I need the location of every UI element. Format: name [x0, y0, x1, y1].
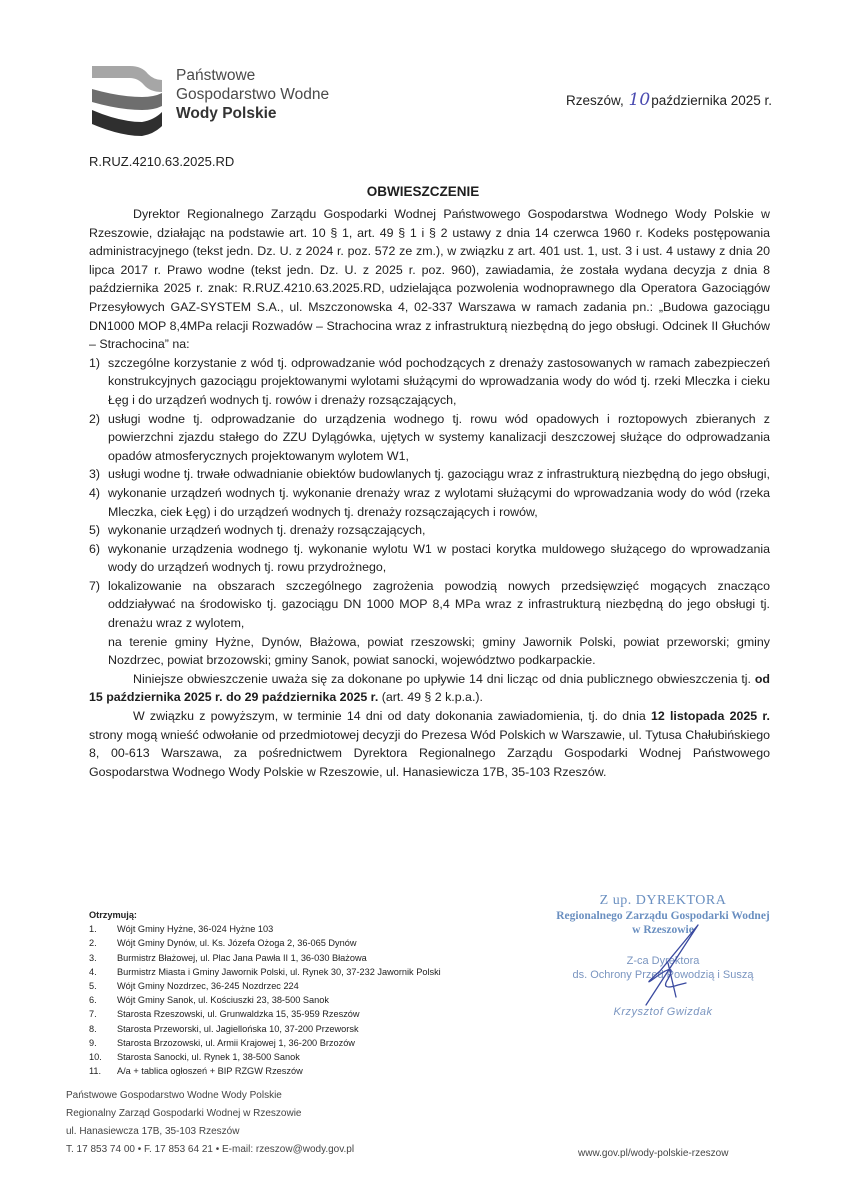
stamp-line-3: w Rzeszowie: [632, 924, 694, 936]
stamp-line-1: Z up. DYREKTORA: [599, 893, 727, 908]
footer-contact: T. 17 853 74 00 • F. 17 853 64 21 • E-mail: rzeszow@wody.gov.pl: [66, 1144, 355, 1155]
recipient-text: Burmistrz Błażowej, ul. Plac Jana Pawła II 1, 36-030 Błażowa: [117, 952, 367, 963]
list-item: [89, 521, 770, 540]
item-text: wykonanie urządzeń wodnych tj. drenaży rozsączających,: [108, 523, 426, 538]
document-title: OBWIESZCZENIE: [366, 184, 480, 199]
recipient-text: Burmistrz Miasta i Gminy Jawornik Polski, ul. Rynek 30, 37-232 Jawornik Polski: [117, 966, 441, 977]
recipient-number: 11.: [89, 1066, 102, 1077]
recipient-item: [89, 1022, 441, 1036]
list-item: [89, 484, 770, 521]
item-text: szczególne korzystanie z wód tj. odprowadzanie wód pochodzących z drenaży zastosowanych w ramach zabezpieczeń konstrukcyjnych gazociągu projektowanymi wylotami służącymi do wprowadzania wody do wód tj. rzeki Mleczka i cieku Łęg i do urządzeń wodnych tj. rowów i drenaży rozsączających,: [108, 355, 770, 407]
item-text: wykonanie urządzenia wodnego tj. wykonanie wylotu W1 w postaci korytka muldowego służącego do wprowadzania wody do urządzeń wodnych tj. rowu przydrożnego,: [108, 541, 770, 575]
list-item: [89, 410, 770, 466]
recipient-text: A/a + tablica ogłoszeń + BIP RZGW Rzeszów: [117, 1066, 303, 1077]
recipient-text: Starosta Przeworski, ul. Jagiellońska 10, 37-200 Przeworsk: [117, 1023, 359, 1034]
notice-period: od 15 października 2025 r. do 29 października 2025 r.: [89, 671, 770, 705]
recipient-number: 9.: [89, 1037, 97, 1048]
recipient-text: Starosta Brzozowski, ul. Armii Krajowej 1, 36-200 Brzozów: [117, 1037, 355, 1048]
item-number: 6): [89, 541, 101, 556]
recipient-number: 2.: [89, 938, 97, 949]
item-number: 1): [89, 355, 101, 370]
item-text: usługi wodne tj. trwałe odwadnianie obiektów budowlanych tj. gazociągu wraz z infrastrukturą niezbędną do jego obsługi,: [108, 467, 770, 482]
recipient-number: 8.: [89, 1023, 97, 1034]
stamp-line-4: Z-ca Dyrektora: [626, 955, 700, 967]
logo-line-3: Wody Polskie: [176, 105, 277, 122]
place: Rzeszów,: [566, 93, 624, 108]
handwritten-signature-icon: [528, 893, 798, 1043]
item-number: 3): [89, 467, 101, 482]
recipient-item: [89, 965, 441, 979]
decision-items: [89, 354, 770, 633]
recipient-item: [89, 1007, 441, 1021]
handwritten-day: 10: [628, 90, 651, 110]
notice-legal-basis: (art. 49 § 2 k.p.a.).: [378, 690, 483, 705]
footer-address: [66, 1087, 354, 1159]
footer-line-1: Państwowe Gospodarstwo Wodne Wody Polskie: [66, 1090, 282, 1101]
recipients-list: [89, 908, 441, 1078]
recipient-text: Wójt Gminy Hyżne, 36-024 Hyżne 103: [117, 924, 274, 935]
notice-paragraph: [89, 670, 770, 707]
logo-line-1: Państwowe: [176, 67, 256, 84]
appeal-text: W związku z powyższym, w terminie 14 dni od daty dokonania zawiadomienia, tj. do dnia: [133, 709, 651, 724]
appeal-address: strony mogą wnieść odwołanie od przedmiotowej decyzji do Prezesa Wód Polskich w Warszawie, ul. Tytusa Chałubińskiego 8, 00-613 Warszawa, za pośrednictwem Dyrektora Regionalnego Zarządu Gospodarki Wodnej Państwowego Gospodarstwa Wodnego Wody Polskie w Rzeszowie, ul. Hanasiewicza 17B, 35-103 Rzeszów.: [89, 727, 770, 779]
item-text: lokalizowanie na obszarach szczególnego zagrożenia powodzią nowych przedsięwzięć mogących znacząco oddziaływać na środowisko tj. gazociągu DN 1000 MOP 8,4 MPa wraz z infrastrukturą niezbędną do jego obsługi tj. drenażu wraz z wylotem,: [108, 578, 770, 631]
recipient-item: [89, 993, 441, 1007]
signature-stamp: [528, 893, 798, 1043]
location-paragraph: na terenie gminy Hyżne, Dynów, Błażowa, powiat rzeszowski; gminy Jawornik Polski, powiat przeworski; gminy Nozdrzec, powiat brzozowski; gminy Sanok, powiat sanocki, województwo podkarpackie.: [108, 634, 770, 668]
item-number: 5): [89, 523, 101, 538]
list-item: [89, 465, 770, 484]
recipient-number: 4.: [89, 966, 97, 977]
appeal-paragraph: [89, 707, 770, 781]
date-rest: października 2025 r.: [651, 93, 773, 108]
recipient-number: 6.: [89, 995, 97, 1006]
intro-paragraph: Dyrektor Regionalnego Zarządu Gospodarki Wodnej Państwowego Gospodarstwa Wodnego Wody Polskie w Rzeszowie, działając na podstawie art. 10 § 1, art. 49 § 1 i § 2 ustawy z dnia 14 czerwca 1960 r. Kodeks postępowania administracyjnego (tekst jedn. Dz. U. z 2024 r. poz. 572 ze zm.), w związku z art. 401 ust. 1, ust. 3 i ust. 4 ustawy z dnia 20 lipca 2017 r. Prawo wodne (tekst jedn. Dz. U. z 2025 r. poz. 960), zawiadamia, że została wydana decyzja z dnia 8 października 2025 r. znak: R.RUZ.4210.63.2025.RD, udzielająca pozwolenia wodnoprawnego dla Operatora Gazociągów Przesyłowych GAZ-SYSTEM S.A., ul. Mszczonowska 4, 02-337 Warszawa w ramach zadania pn.: „Budowa gazociągu DN1000 MOP 8,4MPa relacji Rozwadów – Strachocina wraz z infrastrukturą niezbędną do jego obsługi. Odcinek II Głuchów – Strachocina” na:: [89, 207, 770, 352]
list-item: [89, 577, 770, 633]
appeal-deadline: 12 listopada 2025 r.: [650, 709, 770, 724]
logo-line-2: Gospodarstwo Wodne: [176, 86, 330, 103]
recipient-text: Starosta Rzeszowski, ul. Grunwaldzka 15, 35-959 Rzeszów: [117, 1009, 360, 1020]
item-text: wykonanie urządzeń wodnych tj. wykonanie drenaży wraz z wylotami służącymi do wprowadzania wody do wód (rzeka Mleczka, ciek Łęg) i do urządzeń wodnych tj. drenaży rozsączających i rowów,: [108, 485, 770, 519]
recipient-item: [89, 951, 441, 965]
item-number: 4): [89, 485, 101, 500]
footer-website: www.gov.pl/wody-polskie-rzeszow: [578, 1148, 729, 1159]
recipient-text: Wójt Gminy Sanok, ul. Kościuszki 23, 38-500 Sanok: [117, 995, 329, 1006]
recipient-number: 1.: [89, 924, 97, 935]
signatory-name: Krzysztof Gwizdak: [613, 1006, 713, 1018]
recipient-item: [89, 1036, 441, 1050]
place-date: [566, 90, 772, 110]
recipient-text: Wójt Gminy Dynów, ul. Ks. Józefa Ożoga 2, 36-065 Dynów: [117, 938, 357, 949]
document-body: [89, 205, 770, 781]
footer-line-2: Regionalny Zarząd Gospodarki Wodnej w Rzeszowie: [66, 1108, 302, 1119]
wody-polskie-logo: [90, 62, 350, 142]
recipient-text: Wójt Gminy Nozdrzec, 36-245 Nozdrzec 224: [117, 981, 299, 992]
recipient-number: 7.: [89, 1009, 97, 1020]
stamp-line-2: Regionalnego Zarządu Gospodarki Wodnej: [556, 910, 770, 922]
recipient-number: 3.: [89, 952, 97, 963]
reference-number: R.RUZ.4210.63.2025.RD: [89, 154, 235, 169]
recipient-number: 10.: [89, 1052, 102, 1063]
item-number: 2): [89, 411, 101, 426]
recipient-item: [89, 936, 441, 950]
list-item: [89, 540, 770, 577]
recipient-item: [89, 979, 441, 993]
recipient-number: 5.: [89, 981, 97, 992]
wody-polskie-waves-icon: [90, 62, 170, 142]
list-item: [89, 354, 770, 410]
recipients-header: Otrzymują:: [89, 910, 137, 920]
notice-text: Niniejsze obwieszczenie uważa się za dokonane po upływie 14 dni licząc od dnia publicznego obwieszczenia tj.: [133, 671, 755, 686]
stamp-line-5: ds. Ochrony Przed Powodzią i Suszą: [572, 969, 754, 981]
recipient-item: [89, 1050, 441, 1064]
item-text: usługi wodne tj. odprowadzanie do urządzenia wodnego tj. rowu wód opadowych i roztopowych zbieranych z powierzchni zjazdu stałego do ZZU Dylągówka, ujętych w systemy kanalizacji deszczowej służące do odprowadzania opadów atmosferycznych projektowanym wylotem W1,: [108, 411, 770, 463]
item-number: 7): [89, 578, 101, 593]
footer-line-3: ul. Hanasiewcza 17B, 35-103 Rzeszów: [66, 1126, 240, 1137]
recipient-item: [89, 1064, 441, 1078]
recipient-item: [89, 922, 441, 936]
recipient-text: Starosta Sanocki, ul. Rynek 1, 38-500 Sanok: [117, 1052, 300, 1063]
